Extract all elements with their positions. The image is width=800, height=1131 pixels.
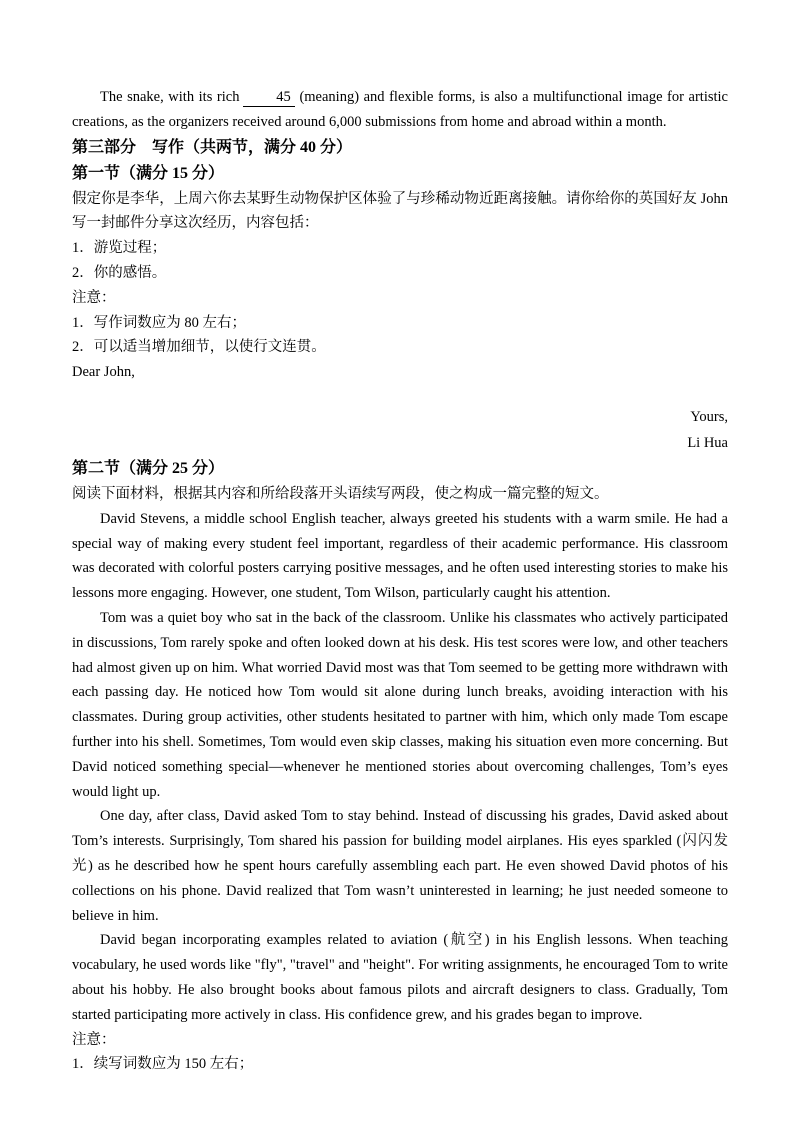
letter-closing: Yours, (690, 408, 728, 425)
story-paragraph-4: David began incorporating examples related to aviation (航空) in his English lessons. When teaching vocabulary, he used words like "fly", "travel" and "height". For writing assignments, he encouraged Tom to write about his hobby. He also brought books about famous pilots and aircraft designers to class. Gradually, Tom started participating more actively in class. His confidence grew, and his grades began to improve. (72, 932, 728, 1023)
cloze-paragraph (72, 85, 728, 135)
letter-closing-block (72, 404, 728, 456)
story-paragraph-3: One day, after class, David asked Tom to stay behind. Instead of discussing his grades, David asked about Tom’s interests. Surprisingly, Tom shared his passion for building model airplanes. His eyes sparkled (闪闪发光) as he described how he spent hours carefully assembling each part. He even showed David photos of his collections on his phone. David realized that Tom wasn’t uninterested in learning; he just needed someone to believe in him. (72, 808, 728, 924)
story-paragraph-1: David Stevens, a middle school English teacher, always greeted his students with a warm smile. He had a special way of making every student feel important, regardless of their academic performance. His classroom was decorated with colorful posters carrying positive messages, and he often used interesting stories to make his lessons more engaging. However, one student, Tom Wilson, particularly caught his attention. (72, 510, 728, 602)
section1-point-2: 2．你的感悟。 (72, 264, 167, 281)
cloze-blank-45 (243, 88, 295, 107)
cloze-blank-number: 45 (276, 89, 291, 105)
cloze-text-before: The snake, with its rich (100, 89, 240, 105)
section2-note-1: 1．续写词数应为 150 左右； (72, 1056, 254, 1073)
story-paragraph-2: Tom was a quiet boy who sat in the back of the classroom. Unlike his classmates who actively participated in discussions, Tom rarely spoke and often looked down at his desk. His test scores were low, and other teachers had almost given up on him. What worried David most was that Tom seemed to be getting more withdrawn with each passing day. He noticed how Tom would sit alone during lunch breaks, avoiding interaction with his classmates. During group activities, other students hesitated to partner with him, which only made Tom escape further into his shell. Sometimes, Tom would even skip classes, making his situation even more concerning. But David noticed something special—whenever he mentioned stories about overcoming challenges, Tom’s eyes would light up. (72, 609, 728, 800)
section1-notes-label: 注意： (72, 289, 116, 306)
section2-instruction: 阅读下面材料，根据其内容和所给段落开头语续写两段，使之构成一篇完整的短文。 (72, 485, 609, 502)
section1-prompt: 假定你是李华，上周六你去某野生动物保护区体验了与珍稀动物近距离接触。请你给你的英国好友 John 写一封邮件分享这次经历，内容包括： (72, 190, 728, 232)
section1-note-2: 2．可以适当增加细节，以使行文连贯。 (72, 339, 326, 356)
letter-salutation: Dear John, (72, 364, 135, 381)
section1-note-1: 1．写作词数应为 80 左右； (72, 314, 246, 331)
letter-signature: Li Hua (687, 434, 728, 451)
section1-heading: 第一节（满分 15 分） (72, 164, 225, 182)
section2-heading: 第二节（满分 25 分） (72, 459, 225, 477)
cloze-text-after: (meaning) and flexible forms, is also a multifunctional image for artistic creations, as the organizers received around 6,000 submissions from home and abroad within a month. (72, 89, 728, 130)
section2-notes-label: 注意： (72, 1031, 116, 1048)
section1-point-1: 1．游览过程； (72, 240, 167, 257)
part3-heading: 第三部分 写作（共两节，满分 40 分） (72, 138, 353, 156)
